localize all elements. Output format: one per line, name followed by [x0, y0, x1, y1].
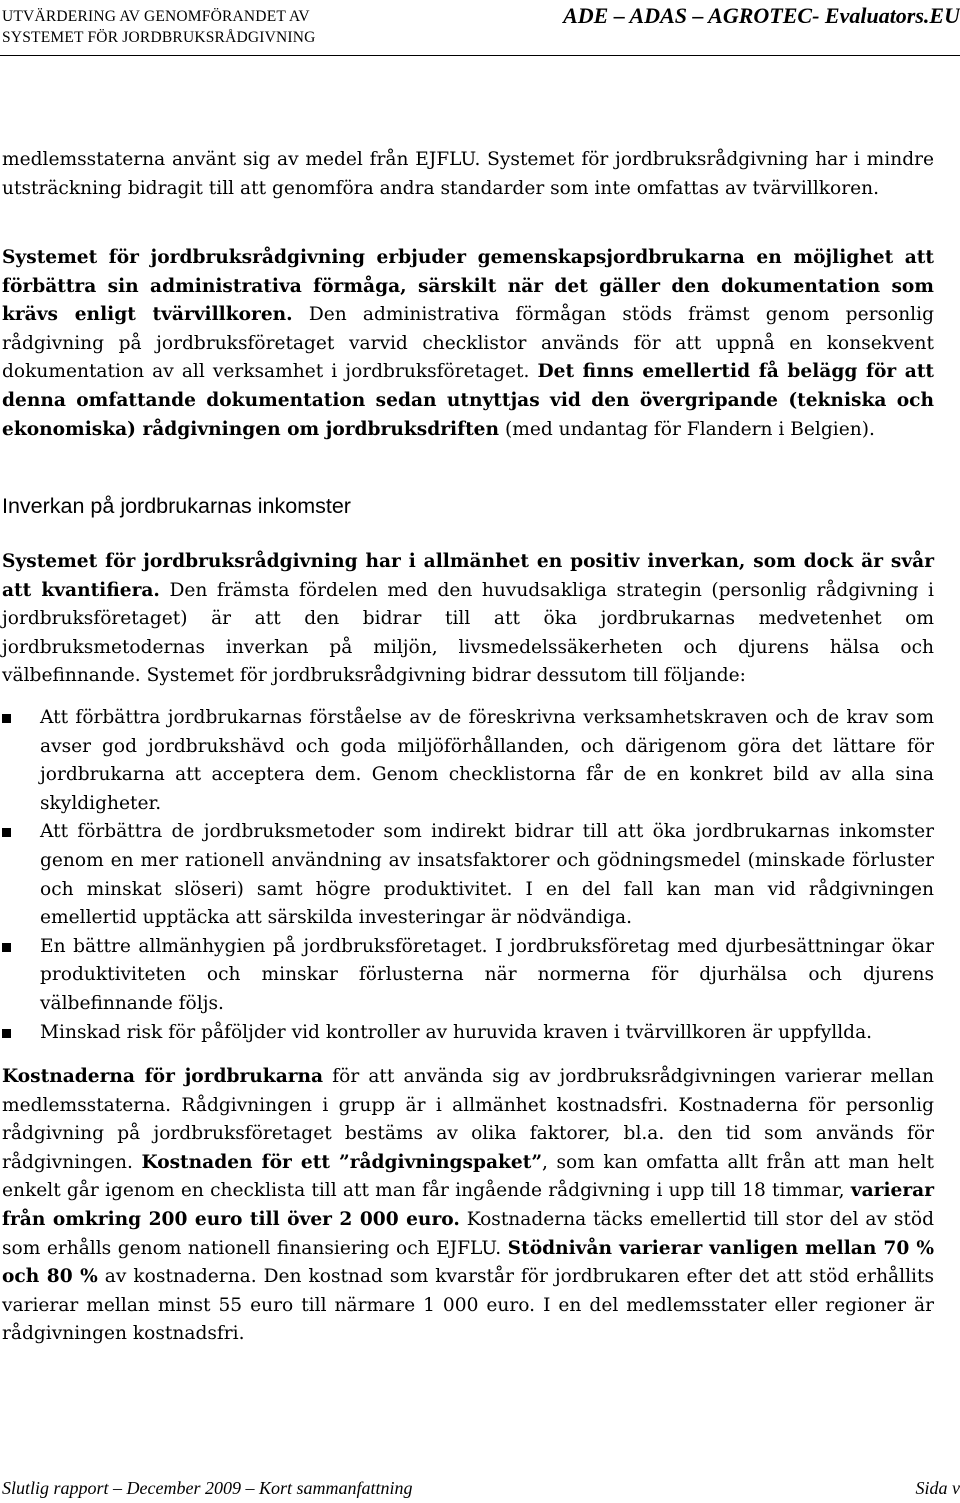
header-left-line1: UTVÄRDERING AV GENOMFÖRANDET AV: [2, 8, 310, 25]
bullet-text: En bättre allmänhygien på jordbruksföretaget. I jordbruksföretag med djurbesättningar ökar produktiviteten och minskar förlusterna när normerna för djurhälsa och djurens välbefinnande följs.: [40, 935, 934, 1014]
paragraph-4-bold-1: Kostnaderna för jordbrukarna: [2, 1066, 324, 1087]
header-rule: [0, 55, 960, 56]
square-bullet-icon: [2, 1029, 11, 1038]
square-bullet-icon: [2, 943, 11, 952]
paragraph-3-text-1: Den främsta fördelen med den huvudsakliga strategin (personlig rådgivning i jordbruksföretaget) är att den bidrar till att öka jordbrukarnas medvetenhet om jordbruksmetodernas inverkan på miljön, livsmedelssäkerheten och djurens hälsa och välbefinnande. Systemet för jordbruksrådgivning bidrar dessutom till följande:: [2, 579, 934, 687]
square-bullet-icon: [2, 828, 11, 837]
paragraph-4-text-2: , som kan omfatta allt från att man helt enkelt går igenom en checklista till att man får ingående rådgivning i upp till 18 timmar,: [2, 1151, 934, 1202]
bullet-item: [0, 1019, 934, 1048]
header-left-line2: SYSTEMET FÖR JORDBRUKSRÅDGIVNING: [2, 29, 316, 46]
paragraph-4-bold-2: Kostnaden för ett ”rådgivningspaket”: [141, 1151, 543, 1173]
paragraph-3: [2, 548, 934, 691]
paragraph-1: medlemsstaterna använt sig av medel från EJFLU. Systemet för jordbruksrådgivning har i mindre utsträckning bidragit till att genomföra andra standarder som inte omfattas av tvärvillkoren.: [2, 149, 934, 199]
bullet-item: [0, 818, 934, 932]
paragraph-2: [2, 244, 934, 444]
paragraph-2-bold-1: Systemet för jordbruksrådgivning erbjuder gemenskapsjordbrukarna en möjlighet att förbättra sin administrativa förmåga, särskilt när det gäller den dokumentation som krävs enligt tvärvillkoren.: [2, 247, 934, 326]
header-right: ADE – ADAS – AGROTEC- Evaluators.EU: [563, 3, 960, 28]
bullet-item: [0, 933, 934, 1019]
bullet-text: Att förbättra jordbrukarnas förståelse av de föreskrivna verksamhetskraven och de krav som avser god jordbrukshävd och goda miljöförhållanden, och därigenom göra det lättare för jordbrukarna att acceptera dem. Genom checklistorna får de en konkret bild av alla sina skyldigheter.: [40, 707, 934, 814]
footer-page-number: Sida v: [915, 1478, 960, 1498]
paragraph-4-text-4: av kostnaderna. Den kostnad som kvarstår för jordbrukaren efter det att stöd erhållits varierar mellan minst 55 euro till närmare 1 000 euro. I en del medlemsstater eller regioner är rådgivningen kostnadsfri.: [2, 1266, 934, 1345]
paragraph-4-bold-3: varierar från omkring 200 euro till över 2 000 euro.: [2, 1180, 934, 1230]
square-bullet-icon: [2, 714, 11, 723]
footer-left: Slutlig rapport – December 2009 – Kort sammanfattning: [2, 1478, 413, 1498]
header-left: [2, 6, 316, 48]
bullet-item: [0, 704, 934, 818]
page-footer: [2, 1478, 960, 1499]
section-heading: Inverkan på jordbrukarnas inkomster: [2, 494, 351, 518]
paragraph-3-bold-1: Systemet för jordbruksrådgivning har i allmänhet en positiv inverkan, som dock är svår att kvantifiera.: [2, 551, 934, 601]
paragraph-2-bold-2: Det finns emellertid få belägg för att denna omfattande dokumentation sedan utnyttjas vid den övergripande (tekniska och ekonomiska) rådgivningen om jordbruksdriften: [2, 361, 934, 440]
paragraph-4-text-1: för att använda sig av jordbruksrådgivningen varierar mellan medlemsstaterna. Rådgivningen i grupp är i allmänhet kostnadsfri. Kostnaderna för personlig rådgivning på jordbruksföretaget bestäms av olika faktorer, bl.a. den tid som används för rådgivningen.: [2, 1066, 934, 1173]
paragraph-2-text-2: (med undantag för Flandern i Belgien).: [499, 418, 875, 440]
paragraph-4: [2, 1063, 934, 1349]
bullet-text: Att förbättra de jordbruksmetoder som indirekt bidrar till att öka jordbrukarnas inkomster genom en mer rationell användning av insatsfaktorer och gödningsmedel (minskade förluster och minskat slöseri) samt högre produktivitet. I en del fall kan man vid rådgivningen emellertid upptäcka att särskilda investeringar är nödvändiga.: [40, 821, 934, 929]
paragraph-4-bold-4: Stödnivån varierar vanligen mellan 70 % och 80 %: [2, 1237, 934, 1288]
bullet-text: Minskad risk för påföljder vid kontroller av huruvida kraven i tvärvillkoren är uppfyllda.: [40, 1021, 873, 1043]
bullet-list: [0, 704, 934, 1047]
paragraph-2-text-1: Den administrativa förmågan stöds främst genom personlig rådgivning på jordbruksföretaget varvid checklistor används för att uppnå en konsekvent dokumentation av all verksamhet i jordbruksföretaget.: [2, 304, 934, 383]
paragraph-4-text-3: Kostnaderna täcks emellertid till stor del av stöd som erhålls genom nationell finansiering och EJFLU.: [2, 1208, 934, 1259]
